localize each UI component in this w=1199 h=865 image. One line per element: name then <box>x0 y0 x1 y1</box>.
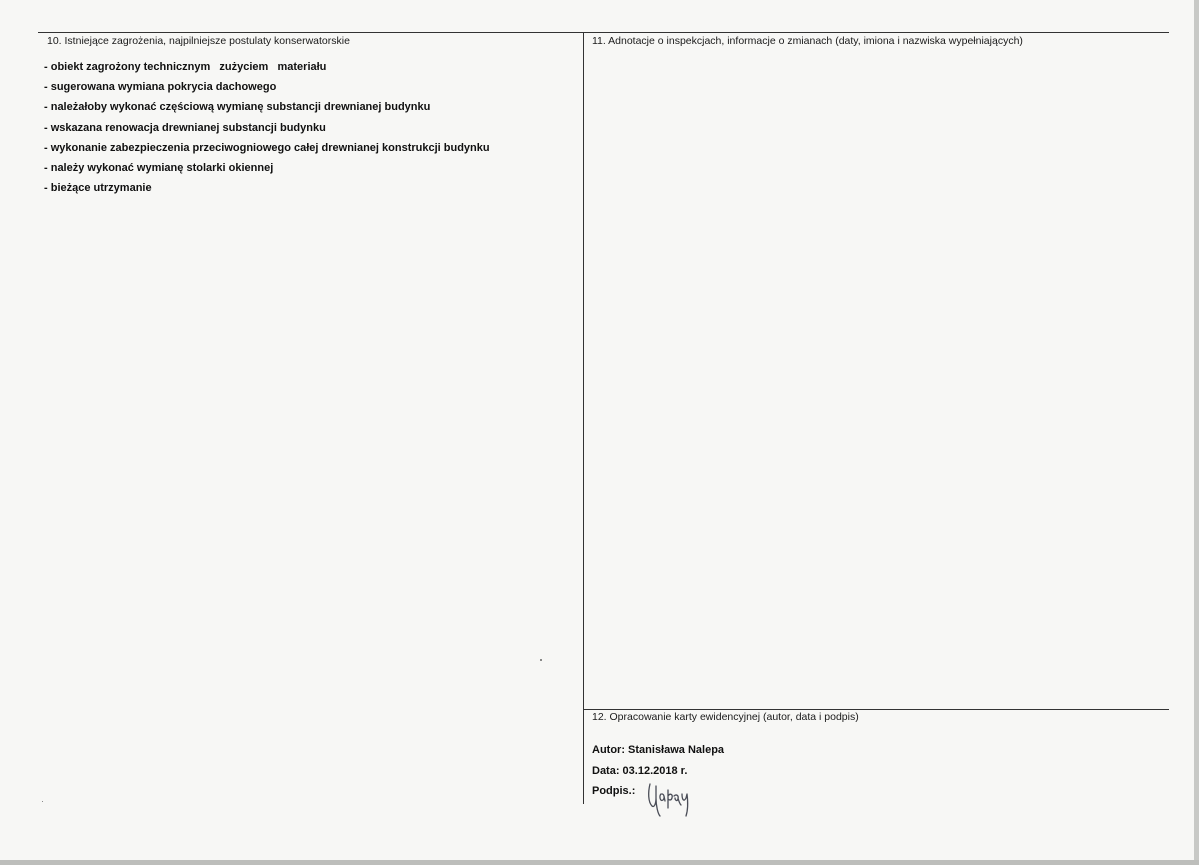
list-item: - obiekt zagrożony technicznym zużyciem materiału <box>44 61 327 73</box>
list-item: - wykonanie zabezpieczenia przeciwogniowego całej drewnianej konstrukcji budynku <box>44 141 490 154</box>
list-item: - wskazana renowacja drewnianej substancji budynku <box>44 121 326 134</box>
author-name: Autor: Stanisława Nalepa <box>592 744 725 756</box>
scan-speck <box>42 801 43 802</box>
scan-edge-bottom <box>0 860 1199 865</box>
scan-speck <box>540 659 542 661</box>
list-item: - należałoby wykonać częściową wymianę substancji drewnianej budynku <box>44 101 431 114</box>
list-item: - bieżące utrzymanie <box>44 182 152 195</box>
signature-label: Podpis.: <box>592 785 636 797</box>
list-item: - sugerowana wymiana pokrycia dachowego <box>44 81 277 94</box>
list-item: - należy wykonać wymianę stolarki okiennej <box>44 161 274 174</box>
handwritten-signature <box>644 778 696 818</box>
column-divider <box>583 32 584 804</box>
card-date: Data: 03.12.2018 r. <box>592 764 688 777</box>
section-11-title: 11. Adnotacje o inspekcjach, informacje o zmianach (daty, imiona i nazwiska wypełniających) <box>592 35 1023 47</box>
section-10-title: 10. Istniejące zagrożenia, najpilniejsze postulaty konserwatorskie <box>47 35 350 47</box>
top-rule <box>38 32 1169 33</box>
section-12-title: 12. Opracowanie karty ewidencyjnej (autor, data i podpis) <box>592 711 859 723</box>
section-12-rule <box>583 709 1169 710</box>
conservation-postulates-list <box>44 60 490 201</box>
scan-edge-right <box>1194 0 1199 865</box>
